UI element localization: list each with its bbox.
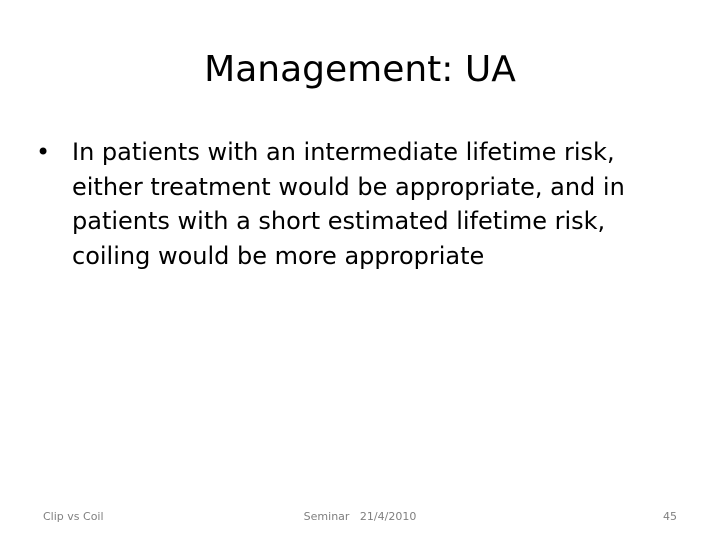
slide-number: 45 [663,510,677,523]
bullet-icon: • [36,138,51,166]
slide-title: Management: UA [204,49,516,90]
bullet-item [36,135,676,273]
footer-center-label: Seminar 21/4/2010 [303,510,417,523]
bullet-text: In patients with an intermediate lifetime risk, either treatment would be appropriate, and in patients with a short estimated lifetime risk, coiling would be more appropriate [72,138,625,270]
bullet-list [36,135,676,273]
footer-left-label: Clip vs Coil [43,510,104,523]
